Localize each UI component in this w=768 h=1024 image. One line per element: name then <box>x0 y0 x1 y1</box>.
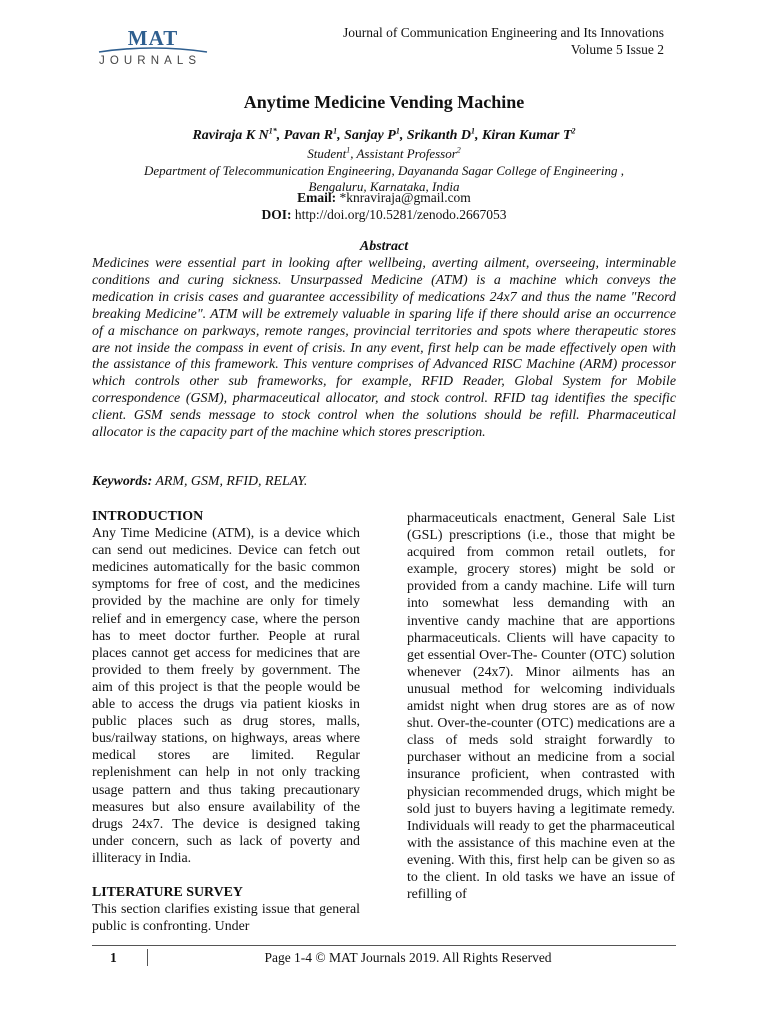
page-number: 1 <box>110 950 117 965</box>
role-text: Student <box>307 146 347 161</box>
logo-swoosh-icon <box>97 46 209 54</box>
affiliation-line: Bengaluru, Karnataka, India <box>308 179 460 195</box>
literature-survey-text: This section clarifies existing issue that general public is confronting. Under <box>92 902 360 935</box>
contact-block <box>92 190 676 223</box>
author-affiliation-mark: 1* <box>268 126 277 136</box>
email-label: Email: <box>297 190 337 205</box>
author-name: Kiran Kumar T <box>482 128 572 143</box>
author-name: Sanjay P <box>344 128 396 143</box>
paper-title: Anytime Medicine Vending Machine <box>243 92 525 112</box>
introduction-text: Any Time Medicine (ATM), is a device which can send out medicines. Device can fetch out medicines automatically for the basic common symptoms for free of cost, and the medicines provided by the machine are only for timely relief and in emergency case, where the person has to meet doctor further. People at rural places cannot get access for medicines that are provided to them freely by government. The aim of this project is that the people would be able to access the drugs via patient kiosks in public places such as drug stores, malls, bus/railway stations, on highways, areas where medical stores are limited. Regular replenishment can help in not only tracking usage pattern and thus taking precautionary measures but also ensure availability of the drugs 24x7. The device is designed taking under concern, such as lack of poverty and illiteracy in India. <box>92 526 360 866</box>
keywords-label: Keywords: <box>92 474 153 489</box>
role-text: Assistant Professor <box>356 146 457 161</box>
abstract-heading: Abstract <box>359 239 409 254</box>
author-affiliation-mark: 2 <box>571 126 576 136</box>
author-name: Srikanth D <box>406 128 472 143</box>
author-affiliation-mark: 1 <box>395 126 400 136</box>
email-line <box>92 190 676 207</box>
doi-link[interactable]: http://doi.org/10.5281/zenodo.2667053 <box>294 206 507 222</box>
keywords-line <box>92 474 676 490</box>
affiliation-block <box>92 146 676 196</box>
author-affiliation-mark: 1 <box>333 126 338 136</box>
journal-logo <box>97 26 212 72</box>
email-address[interactable]: *knraviraja@gmail.com <box>339 190 471 205</box>
journal-issue: Volume 5 Issue 2 <box>570 42 664 57</box>
right-column-text: pharmaceuticals enactment, General Sale List (GSL) prescriptions (i.e., those that might be acquired from common retail outlets, for example, grocery stores) might be sold or provided from a candy machine. Life will turn into somewhat less demanding with an inventive candy machine that are apportions pharmaceuticals. Clients will have capacity to get essential Over-The- Counter (OTC) solution whenever (24x7). Minor ailments has an unusual method for welcoming individuals amidst night when drug stores are as of now shut. Over-the-counter (OTC) medications are a class of meds sold straight forwardly to purchaser without an medicine from a social insurance proficient, when contrasted with physician recommended drugs, which might be sold just to buyers having a legitimate remedy. Individuals will ready to get the pharmaceutical with the assistance of this machine even at the evening. With this, first help can be given so as to the client. In old tasks we have an issue of refilling of <box>407 511 675 903</box>
author-name: Pavan R <box>283 128 334 143</box>
author-list: Raviraja K $N^{1*}$, Pavan $R^1$, Sanjay $P^1$, Srikanth $D^1$, Kiran Kumar $T^2$ <box>192 126 576 143</box>
role-mark: 1 <box>346 145 351 155</box>
abstract-text: Medicines were essential part in looking after wellbeing, averting ailment, overseeing, interminable conditions and curing sickness. Unsurpassed Medicine (ATM) is a machine which conveys the medication in crisis cases and guarantee accessibility of medications 24x7 and thus the name "Record breaking Medicine". ATM will be extremely valuable in sparing life if there should arise an occurrence of a mischance on parkways, remote ranges, provincial territories and spots where therapeutic stores are not inside the compass in event of crisis. In any event, first help can be made effectively open with the assistance of this framework. This venture comprises of Advanced RISC Machine (ARM) processor which controls other sub frameworks, for example, RFID Reader, Global System for Mobile correspondence (GSM), pharmaceutical allocator, and stock control. RFID tag identifies the specific client. GSM sends message to stock control when the solutions should be refill. Pharmaceutical allocator is the capacity part of the machine which stores prescription. <box>92 256 676 441</box>
journal-name: Journal of Communication Engineering and Its Innovations <box>343 25 664 40</box>
journal-header <box>343 24 664 58</box>
section-heading-literature-survey: LITERATURE SURVEY <box>92 884 243 900</box>
keywords-text: ARM, GSM, RFID, RELAY. <box>155 474 308 489</box>
affiliation-line: Department of Telecommunication Engineering, Dayananda Sagar College of Engineering , <box>143 162 625 178</box>
author-affiliation-mark: 1 <box>471 126 476 136</box>
logo-brand: MAT <box>127 26 179 50</box>
footer-copyright: Page 1-4 © MAT Journals 2019. All Rights Reserved <box>264 950 552 965</box>
section-gap <box>92 867 360 884</box>
logo-subtitle: JOURNALS <box>99 55 202 67</box>
role-mark: 2 <box>456 145 461 155</box>
left-column <box>92 508 360 935</box>
footer-divider <box>92 945 676 946</box>
author-roles: Student$^1$, Assistant Professor$^2$ <box>307 145 461 161</box>
doi-label: DOI: <box>261 206 292 222</box>
author-name: Raviraja K N <box>192 128 269 143</box>
page-number-separator <box>147 949 148 966</box>
doi-line <box>92 207 676 224</box>
right-column <box>407 510 675 903</box>
section-heading-introduction: INTRODUCTION <box>92 509 204 524</box>
